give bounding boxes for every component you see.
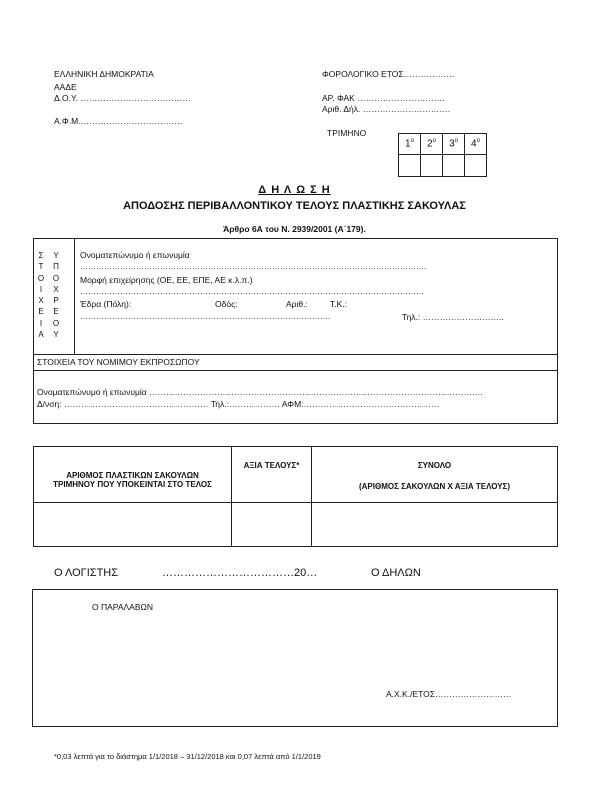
fee-value-header: ΑΞΙΑ ΤΕΛΟΥΣ* (232, 447, 312, 503)
afm-field[interactable]: Α.Φ.Μ.……………………………… (54, 116, 183, 126)
receiver-label: Ο ΠΑΡΑΛΑΒΩΝ (92, 602, 153, 612)
legal-article: Άρθρο 6Α του Ν. 2939/2001 (Α΄179). (223, 224, 366, 234)
company-form-field[interactable]: ………………………………………………………………………………………………………………… (80, 287, 424, 296)
side-label-ypoxreou: Υ Π Ο Χ Ρ Ε Ο Υ (52, 251, 60, 340)
declaration-subtitle: ΑΠΟΔΟΣΗΣ ΠΕΡΙΒΑΛΛΟΝΤΙΚΟΥ ΤΕΛΟΥΣ ΠΛΑΣΤΙΚΗΣ ΣΑΚΟΥΛΑΣ (123, 200, 466, 212)
representative-heading: ΣΤΟΙΧΕΙΑ ΤΟΥ ΝΟΜΙΜΟΥ ΕΚΠΡΟΣΩΠΟΥ (37, 357, 200, 367)
quarter-2-header: $2^o$ (421, 134, 443, 155)
quarter-label: ΤΡΙΜΗΝΟ (327, 128, 367, 138)
quarter-2-checkbox[interactable] (421, 155, 443, 177)
representative-address-field[interactable]: Δ/νση: …………………………………………… Τηλ.:……………… ΑΦΜ:………………………………………… (37, 399, 440, 409)
bags-count-header: ΑΡΙΘΜΟΣ ΠΛΑΣΤΙΚΩΝ ΣΑΚΟΥΛΩΝ ΤΡΙΜΗΝΟΥ ΠΟΥ ΥΠΟΚΕΙΝΤΑΙ ΣΤΟ ΤΕΛΟΣ (34, 447, 232, 503)
axk-field[interactable]: Α.Χ.Κ./ΕΤΟΣ……………………… (386, 689, 512, 699)
quarter-4-checkbox[interactable] (465, 155, 487, 177)
quarter-3-header: $3^o$ (443, 134, 465, 155)
company-form-label: Μορφή επιχείρησης (ΟΕ, ΕΕ, ΕΠΕ, ΑΕ κ.λ.π.) (80, 275, 253, 285)
seat-label: Έδρα (Πόλη): (80, 299, 132, 309)
declaration-number-field[interactable]: Αριθ. Δήλ. …………………………. (322, 104, 451, 114)
date-field[interactable]: ………………………………20… (162, 567, 318, 579)
section-divider (33, 354, 558, 355)
tax-year-field[interactable]: ΦΟΡΟΛΟΓΙΚΟ ΕΤΟΣ……………… (322, 69, 455, 79)
address-field[interactable]: …………………………………………………………………………………. (80, 312, 331, 321)
number-label: Αριθ.: (286, 299, 308, 309)
republic-label: ΕΛΛΗΝΙΚΗ ΔΗΜΟΚΡΑΤΙΑ (54, 69, 154, 79)
phone-field[interactable]: Τηλ.: ……………………….. (402, 312, 504, 322)
quarter-4-header: $4^o$ (465, 134, 487, 155)
bags-count-input[interactable] (34, 503, 232, 547)
accountant-label: Ο ΛΟΓΙΣΤΗΣ (54, 567, 119, 579)
quarter-1-checkbox[interactable] (399, 155, 421, 177)
representative-name-field[interactable]: Ονοματεπώνυμο ή επωνυμία ………………………………………………………………………………………………………. (37, 387, 483, 397)
fee-value-input[interactable] (232, 503, 312, 547)
file-number-field[interactable]: ΑΡ. ΦΑΚ …………………………. (322, 93, 445, 103)
side-divider (74, 238, 75, 354)
rep-heading-divider (33, 370, 558, 371)
doy-field[interactable]: Δ.Ο.Υ. ………………………………… (54, 93, 191, 103)
bags-table (33, 446, 558, 547)
footnote: *0,03 λεπτά για το διάστημα 1/1/2018 – 31/12/2018 και 0,07 λεπτά από 1/1/2019 (54, 752, 321, 761)
total-input[interactable] (312, 503, 558, 547)
street-label: Οδός: (215, 299, 238, 309)
side-label-stoixeia: Σ Τ Ο Ι Χ Ε Ι Α (37, 251, 45, 340)
company-name-field[interactable]: …………………………………………………………………………………………………………………. (80, 262, 427, 271)
authority-label: ΑΑΔΕ (54, 82, 77, 92)
company-name-label: Ονοματεπώνυμο ή επωνυμία (80, 250, 190, 260)
quarter-3-checkbox[interactable] (443, 155, 465, 177)
quarter-1-header: $1^o$ (399, 134, 421, 155)
total-header: ΣΥΝΟΛΟ (ΑΡΙΘΜΟΣ ΣΑΚΟΥΛΩΝ Χ ΑΞΙΑ ΤΕΛΟΥΣ) (312, 447, 558, 503)
quarter-grid (398, 133, 487, 177)
declaration-title: Δ Η Λ Ω Σ Η (258, 184, 331, 196)
postal-code-label: Τ.Κ.: (330, 299, 348, 309)
declarant-label: Ο ΔΗΛΩΝ (371, 567, 421, 579)
